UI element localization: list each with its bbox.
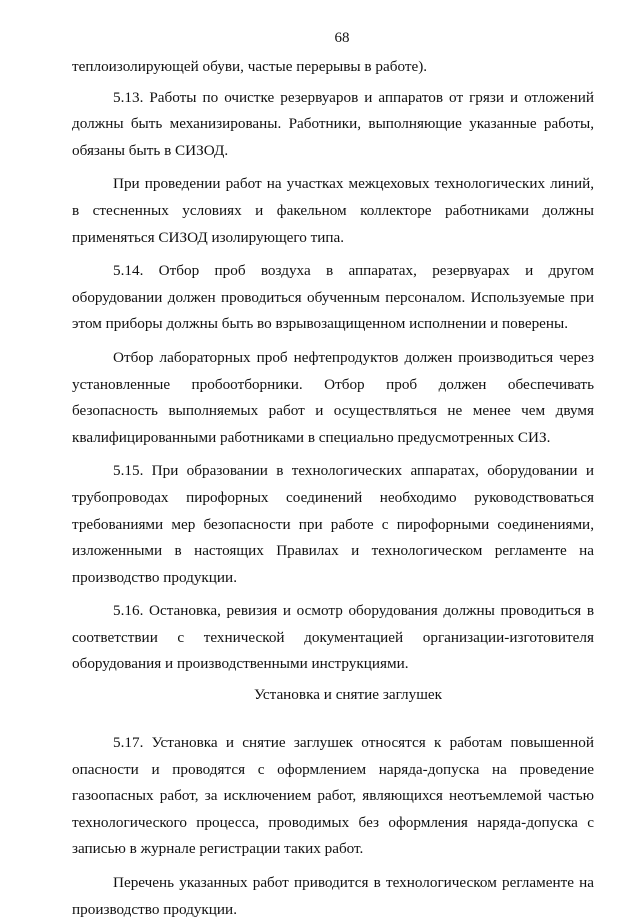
paragraph-5-16: 5.16. Остановка, ревизия и осмотр оборудования должны проводиться в соответствии с технической документацией организации-изготовителя оборудования и производственными инструкциями. [72,602,594,673]
section-heading: Установка и снятие заглушек [253,686,443,704]
paragraph-work-list: Перечень указанных работ приводится в технологическом регламенте на производство продукции. [72,874,594,918]
paragraph-5-17: 5.17. Установка и снятие заглушек относятся к работам повышенной опасности и проводятся с оформлением наряда-допуска на проведение газоопасных работ, за исключением работ, являющихся неотъемлемой частью технологического процесса, проводимых без оформления наряда-допуска с записью в журнале регистрации таких работ. [72,734,594,858]
paragraph-lab-samples: Отбор лабораторных проб нефтепродуктов должен производиться через установленные пробоотборники. Отбор проб должен обеспечивать безопасность выполняемых работ и осуществляться не менее чем двумя квалифицированными работниками в специально предусмотренных СИЗ. [72,348,594,446]
paragraph-continuation: теплоизолирующей обуви, частые перерывы в работе). [72,58,428,75]
page-number: 68 [334,30,350,46]
paragraph-5-15: 5.15. При образовании в технологических аппаратах, оборудовании и трубопроводах пирофорных соединений необходимо руководствоваться требованиями мер безопасности при работе с пирофорными соединениями, изложенными в настоящих Правилах и технологическом регламенте на производство продукции. [72,462,594,586]
paragraph-sizod-lines: При проведении работ на участках межцеховых технологических линий, в стесненных условиях и факельном коллекторе работниками должны применяться СИЗОД изолирующего типа. [72,175,594,246]
paragraph-5-14: 5.14. Отбор проб воздуха в аппаратах, резервуарах и другом оборудовании должен проводиться обученным персоналом. Используемые при этом приборы должны быть во взрывозащищенном исполнении и поверены. [72,262,594,333]
paragraph-5-13: 5.13. Работы по очистке резервуаров и аппаратов от грязи и отложений должны быть механизированы. Работники, выполняющие указанные работы, обязаны быть в СИЗОД. [72,88,594,159]
